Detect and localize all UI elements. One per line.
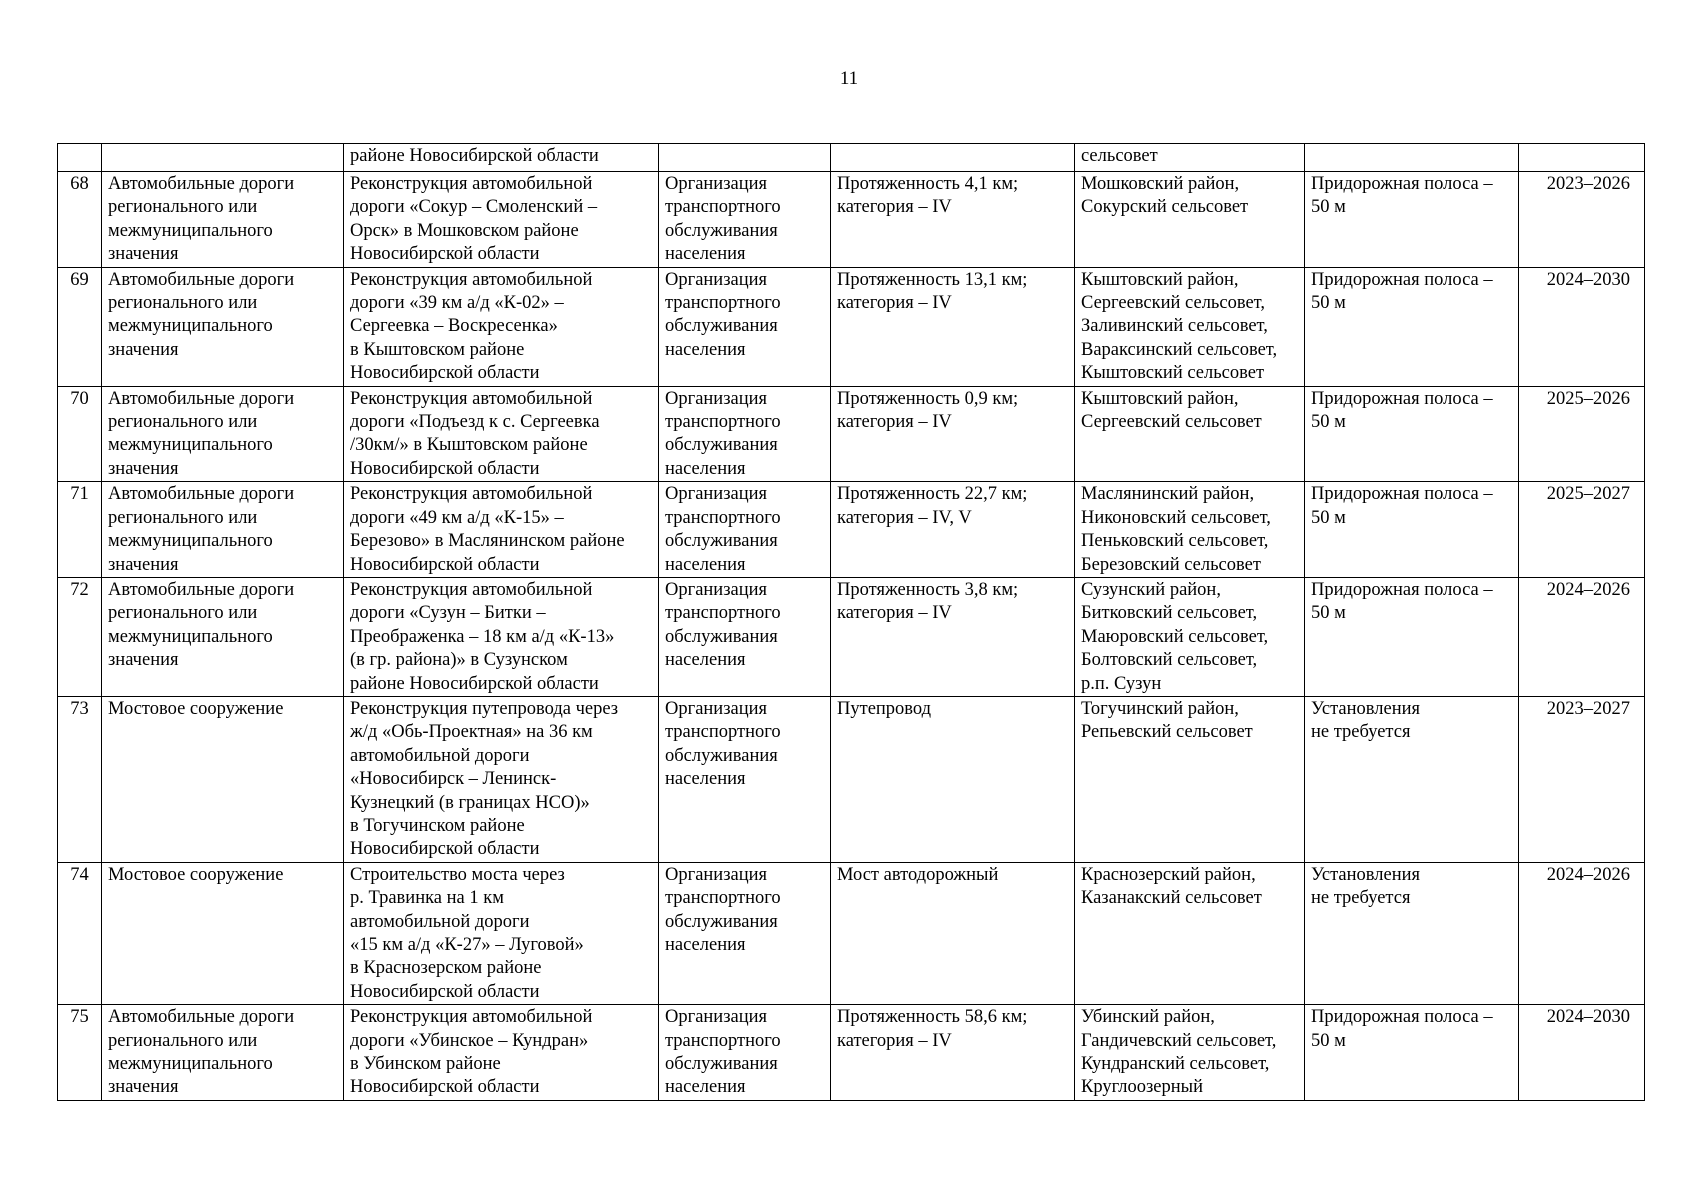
cell-object-name-line: Новосибирской области — [350, 839, 540, 860]
cell-object-name-line: «15 км а/д «К-27» – Луговой» — [350, 935, 584, 955]
cell-object-name-line: дороги «Убинское – Кундран» — [350, 1030, 589, 1051]
cell-purpose-line: Организация — [665, 579, 768, 600]
cell-object-type-line: межмуниципального — [108, 1054, 273, 1075]
cell-object-type-line: регионального или — [108, 507, 258, 528]
cell-object-type-line: значения — [108, 1077, 179, 1098]
cell-location-line: Гандичевский сельсовет, — [1081, 1030, 1277, 1051]
cell-purpose-line: обслуживания — [665, 626, 778, 647]
cell-object-type-line: Мостовое сооружение — [108, 698, 284, 719]
cell-characteristics-line: категория – IV — [837, 412, 952, 433]
cell-object-name-line: дороги «49 км а/д «К-15» – — [350, 507, 564, 528]
cell-characteristics — [831, 386, 1075, 482]
cell-period: 2025–2026 — [1519, 386, 1645, 482]
cell-object-type-line: регионального или — [108, 603, 258, 624]
cell-location-line: Болтовский сельсовет, — [1081, 650, 1258, 671]
cell-zone-line: не требуется — [1311, 722, 1411, 743]
cell-object-type — [102, 1005, 344, 1101]
cell-zone-line: Придорожная полоса – — [1311, 579, 1493, 600]
cell-location-line: Убинский район, — [1081, 1007, 1215, 1028]
cell-object-type-line: межмуниципального — [108, 316, 273, 337]
cell-characteristics-line: категория – IV — [837, 603, 952, 624]
table-row — [58, 386, 1645, 482]
cell-purpose-line: населения — [665, 339, 746, 360]
cell-zone — [1305, 577, 1519, 696]
cell-object-name — [344, 172, 659, 268]
cell-purpose-line: обслуживания — [665, 911, 778, 932]
cell-location-line: Сокурский сельсовет — [1081, 197, 1249, 218]
cell-object-name-line: автомобильной дороги — [350, 745, 530, 766]
cell-purpose-line: обслуживания — [665, 316, 778, 337]
cell-zone-line: Придорожная полоса – — [1311, 174, 1493, 194]
cell-location-line: Круглоозерный — [1081, 1077, 1203, 1098]
cell-zone-line: 50 м — [1311, 197, 1346, 218]
cell-purpose-line: обслуживания — [665, 1054, 778, 1075]
cell-object-type — [102, 862, 344, 1004]
cell-object-name-line: Новосибирской области — [350, 981, 540, 1002]
cell-location-line: Кыштовский район, — [1081, 269, 1239, 290]
cell-zone-line: 50 м — [1311, 1030, 1346, 1051]
cell-location-line: Мошковский район, — [1081, 174, 1240, 194]
cell-zone — [1305, 267, 1519, 386]
cell-characteristics — [831, 577, 1075, 696]
cell-zone — [1305, 482, 1519, 578]
cell-purpose — [659, 862, 831, 1004]
cell-purpose — [659, 172, 831, 268]
cell-number: 70 — [58, 386, 102, 482]
cell-characteristics-line: категория – IV — [837, 1030, 952, 1051]
cell-characteristics — [831, 144, 1075, 172]
cell-zone-line: 50 м — [1311, 603, 1346, 624]
cell-object-type-line: Автомобильные дороги — [108, 388, 295, 409]
cell-period: 2024–2026 — [1519, 577, 1645, 696]
cell-object-type-line: межмуниципального — [108, 435, 273, 456]
cell-zone-line: Придорожная полоса – — [1311, 388, 1493, 409]
cell-number: 72 — [58, 577, 102, 696]
cell-object-type-line: регионального или — [108, 293, 258, 314]
cell-location — [1075, 696, 1305, 862]
cell-location — [1075, 386, 1305, 482]
cell-period: 2025–2027 — [1519, 482, 1645, 578]
cell-location-line: Пеньковский сельсовет, — [1081, 531, 1269, 552]
cell-object-name-line: Березово» в Маслянинском районе — [350, 531, 625, 552]
table-row — [58, 482, 1645, 578]
cell-characteristics-line: Протяженность 0,9 км; — [837, 388, 1019, 409]
cell-purpose-line: транспортного — [665, 722, 781, 743]
cell-object-type-line: межмуниципального — [108, 626, 273, 647]
cell-object-name-line: /30км/» в Кыштовском районе — [350, 435, 588, 456]
cell-purpose-line: населения — [665, 769, 746, 790]
cell-location-line: Кундранский сельсовет, — [1081, 1054, 1270, 1075]
cell-location-line: Сергеевский сельсовет, — [1081, 293, 1265, 314]
cell-number: 69 — [58, 267, 102, 386]
cell-object-name-line: Реконструкция автомобильной — [350, 174, 593, 194]
cell-object-name-line: Реконструкция путепровода через — [350, 698, 619, 719]
table-row — [58, 172, 1645, 268]
cell-object-type-line: межмуниципального — [108, 220, 273, 241]
cell-zone — [1305, 696, 1519, 862]
cell-location — [1075, 862, 1305, 1004]
cell-purpose-line: населения — [665, 650, 746, 671]
cell-purpose-line: обслуживания — [665, 531, 778, 552]
cell-zone — [1305, 144, 1519, 172]
cell-object-name-line: Строительство моста через — [350, 864, 565, 885]
cell-period: 2024–2030 — [1519, 1005, 1645, 1101]
cell-purpose-line: Организация — [665, 864, 768, 885]
cell-object-type-line: регионального или — [108, 197, 258, 218]
cell-zone-line: Установления — [1311, 864, 1421, 885]
cell-object-type-line: регионального или — [108, 1030, 258, 1051]
cell-object-name-line: дороги «Сокур – Смоленский – — [350, 197, 598, 218]
cell-purpose — [659, 482, 831, 578]
cell-zone-line: Придорожная полоса – — [1311, 269, 1493, 290]
cell-location-line: сельсовет — [1081, 146, 1158, 166]
cell-object-type-line: Автомобильные дороги — [108, 484, 295, 505]
cell-object-name-line: Кузнецкий (в границах НСО)» — [350, 792, 590, 813]
cell-period: 2024–2030 — [1519, 267, 1645, 386]
cell-object-type — [102, 172, 344, 268]
page-number: 11 — [839, 68, 859, 89]
cell-object-name-line: дороги «39 км а/д «К-02» – — [350, 293, 564, 314]
cell-location-line: Никоновский сельсовет, — [1081, 507, 1271, 528]
cell-object-name — [344, 696, 659, 862]
cell-number: 75 — [58, 1005, 102, 1101]
cell-purpose-line: транспортного — [665, 412, 781, 433]
cell-characteristics — [831, 172, 1075, 268]
cell-object-name-line: дороги «Сузун – Битки – — [350, 603, 546, 624]
cell-purpose-line: транспортного — [665, 888, 781, 909]
cell-purpose-line: транспортного — [665, 603, 781, 624]
cell-zone-line: не требуется — [1311, 888, 1411, 909]
cell-location — [1075, 144, 1305, 172]
cell-location-line: Заливинский сельсовет, — [1081, 316, 1268, 337]
cell-purpose — [659, 577, 831, 696]
cell-object-name — [344, 267, 659, 386]
cell-object-type-line: Автомобильные дороги — [108, 1007, 295, 1028]
cell-object-name-line: в Краснозерском районе — [350, 958, 542, 979]
table-row — [58, 144, 1645, 172]
cell-object-type-line: Автомобильные дороги — [108, 579, 295, 600]
cell-object-name-line: Сергеевка – Воскресенка» — [350, 316, 558, 337]
cell-purpose-line: населения — [665, 1077, 746, 1098]
planned-objects-table — [57, 143, 1645, 1101]
cell-object-name-line: Реконструкция автомобильной — [350, 388, 593, 409]
cell-purpose-line: обслуживания — [665, 745, 778, 766]
cell-purpose-line: транспортного — [665, 197, 781, 218]
cell-object-name-line: Новосибирской области — [350, 458, 540, 479]
cell-characteristics — [831, 267, 1075, 386]
cell-characteristics-line: категория – IV — [837, 197, 952, 218]
cell-location — [1075, 1005, 1305, 1101]
cell-location-line: Сузунский район, — [1081, 579, 1221, 600]
cell-location-line: Кыштовский район, — [1081, 388, 1239, 409]
cell-location — [1075, 172, 1305, 268]
table-row — [58, 577, 1645, 696]
cell-zone — [1305, 386, 1519, 482]
cell-location — [1075, 482, 1305, 578]
cell-object-type — [102, 482, 344, 578]
cell-location — [1075, 577, 1305, 696]
cell-purpose-line: Организация — [665, 698, 768, 719]
cell-object-name-line: автомобильной дороги — [350, 911, 530, 932]
cell-object-type-line: значения — [108, 458, 179, 479]
cell-zone — [1305, 862, 1519, 1004]
cell-object-type-line: Автомобильные дороги — [108, 269, 295, 290]
cell-purpose-line: обслуживания — [665, 435, 778, 456]
cell-purpose-line: Организация — [665, 484, 768, 505]
cell-period: 2024–2026 — [1519, 862, 1645, 1004]
cell-zone — [1305, 1005, 1519, 1101]
cell-object-name-line: ж/д «Обь-Проектная» на 36 км — [350, 722, 593, 743]
cell-object-name — [344, 1005, 659, 1101]
table-row — [58, 696, 1645, 862]
cell-object-name-line: Орск» в Мошковском районе — [350, 220, 579, 241]
cell-location-line: Сергеевский сельсовет — [1081, 412, 1262, 433]
cell-object-type-line: значения — [108, 554, 179, 575]
cell-object-type-line: значения — [108, 244, 179, 265]
cell-location-line: Краснозерский район, — [1081, 864, 1256, 885]
cell-number: 74 — [58, 862, 102, 1004]
cell-number: 73 — [58, 696, 102, 862]
cell-object-name-line: «Новосибирск – Ленинск- — [350, 769, 557, 790]
cell-object-name — [344, 577, 659, 696]
cell-object-name-line: Реконструкция автомобильной — [350, 484, 593, 505]
cell-object-type-line: Мостовое сооружение — [108, 864, 284, 885]
cell-object-name-line: в Убинском районе — [350, 1054, 501, 1075]
cell-purpose-line: транспортного — [665, 507, 781, 528]
cell-zone-line: 50 м — [1311, 412, 1346, 433]
cell-object-type-line: межмуниципального — [108, 531, 273, 552]
cell-location-line: Битковский сельсовет, — [1081, 603, 1258, 624]
cell-zone-line: Придорожная полоса – — [1311, 1007, 1493, 1028]
cell-zone — [1305, 172, 1519, 268]
cell-object-name-line: р. Травинка на 1 км — [350, 888, 504, 909]
cell-purpose — [659, 386, 831, 482]
cell-purpose-line: Организация — [665, 388, 768, 409]
cell-characteristics-line: категория – IV — [837, 293, 952, 314]
cell-characteristics — [831, 696, 1075, 862]
cell-object-type — [102, 696, 344, 862]
cell-object-name — [344, 482, 659, 578]
cell-object-type — [102, 386, 344, 482]
cell-purpose — [659, 144, 831, 172]
cell-object-name — [344, 386, 659, 482]
cell-location-line: Тогучинский район, — [1081, 698, 1239, 719]
cell-location-line: Маюровский сельсовет, — [1081, 626, 1269, 647]
cell-location-line: р.п. Сузун — [1081, 673, 1162, 694]
cell-purpose-line: населения — [665, 244, 746, 265]
cell-object-name-line: дороги «Подъезд к с. Сергеевка — [350, 412, 600, 433]
cell-period — [1519, 144, 1645, 172]
cell-purpose-line: Организация — [665, 269, 768, 290]
cell-purpose-line: населения — [665, 554, 746, 575]
cell-object-name-line: Новосибирской области — [350, 1077, 540, 1098]
cell-characteristics-line: Протяженность 22,7 км; — [837, 484, 1028, 505]
cell-purpose-line: Организация — [665, 1007, 768, 1028]
cell-characteristics-line: Протяженность 58,6 км; — [837, 1007, 1028, 1028]
cell-object-type-line: Автомобильные дороги — [108, 174, 295, 194]
cell-zone-line: Придорожная полоса – — [1311, 484, 1493, 505]
table-row — [58, 267, 1645, 386]
cell-purpose-line: транспортного — [665, 1030, 781, 1051]
cell-zone-line: 50 м — [1311, 507, 1346, 528]
cell-number — [58, 144, 102, 172]
table-row — [58, 1005, 1645, 1101]
cell-characteristics-line: категория – IV, V — [837, 507, 972, 528]
cell-object-name-line: (в гр. района)» в Сузунском — [350, 650, 568, 671]
cell-period: 2023–2027 — [1519, 696, 1645, 862]
cell-object-type — [102, 144, 344, 172]
cell-location — [1075, 267, 1305, 386]
cell-purpose — [659, 267, 831, 386]
cell-object-type — [102, 577, 344, 696]
cell-object-name-line: Новосибирской области — [350, 554, 540, 575]
cell-object-name — [344, 144, 659, 172]
cell-purpose — [659, 696, 831, 862]
cell-purpose-line: населения — [665, 458, 746, 479]
cell-object-name-line: Реконструкция автомобильной — [350, 1007, 593, 1028]
cell-location-line: Кыштовский сельсовет — [1081, 363, 1265, 384]
cell-object-name-line: Реконструкция автомобильной — [350, 269, 593, 290]
cell-zone-line: 50 м — [1311, 293, 1346, 314]
cell-number: 71 — [58, 482, 102, 578]
cell-characteristics-line: Путепровод — [837, 698, 932, 719]
table-body — [58, 144, 1645, 1101]
cell-object-name-line: в Тогучинском районе — [350, 815, 525, 836]
cell-location-line: Репьевский сельсовет — [1081, 722, 1253, 743]
cell-object-name-line: Преображенка – 18 км а/д «К-13» — [350, 626, 615, 647]
cell-object-name-line: районе Новосибирской области — [350, 673, 599, 694]
cell-purpose-line: транспортного — [665, 293, 781, 314]
cell-object-type-line: значения — [108, 339, 179, 360]
cell-object-name-line: районе Новосибирской области — [350, 146, 599, 166]
cell-object-name-line: Новосибирской области — [350, 244, 540, 265]
cell-object-type-line: регионального или — [108, 412, 258, 433]
cell-characteristics — [831, 862, 1075, 1004]
cell-characteristics-line: Протяженность 4,1 км; — [837, 174, 1019, 194]
cell-purpose-line: обслуживания — [665, 220, 778, 241]
cell-characteristics — [831, 482, 1075, 578]
cell-purpose-line: Организация — [665, 174, 768, 194]
table-row — [58, 862, 1645, 1004]
cell-purpose-line: населения — [665, 935, 746, 955]
cell-number: 68 — [58, 172, 102, 268]
cell-object-name — [344, 862, 659, 1004]
cell-location-line: Березовский сельсовет — [1081, 554, 1261, 575]
cell-characteristics-line: Протяженность 3,8 км; — [837, 579, 1019, 600]
cell-period: 2023–2026 — [1519, 172, 1645, 268]
cell-object-name-line: Реконструкция автомобильной — [350, 579, 593, 600]
cell-location-line: Вараксинский сельсовет, — [1081, 339, 1278, 360]
cell-purpose — [659, 1005, 831, 1101]
cell-location-line: Казанакский сельсовет — [1081, 888, 1262, 909]
cell-object-type-line: значения — [108, 650, 179, 671]
cell-object-type — [102, 267, 344, 386]
cell-characteristics-line: Мост автодорожный — [837, 864, 999, 885]
cell-object-name-line: Новосибирской области — [350, 363, 540, 384]
cell-location-line: Маслянинский район, — [1081, 484, 1255, 505]
cell-characteristics-line: Протяженность 13,1 км; — [837, 269, 1028, 290]
cell-object-name-line: в Кыштовском районе — [350, 339, 525, 360]
cell-zone-line: Установления — [1311, 698, 1421, 719]
cell-characteristics — [831, 1005, 1075, 1101]
